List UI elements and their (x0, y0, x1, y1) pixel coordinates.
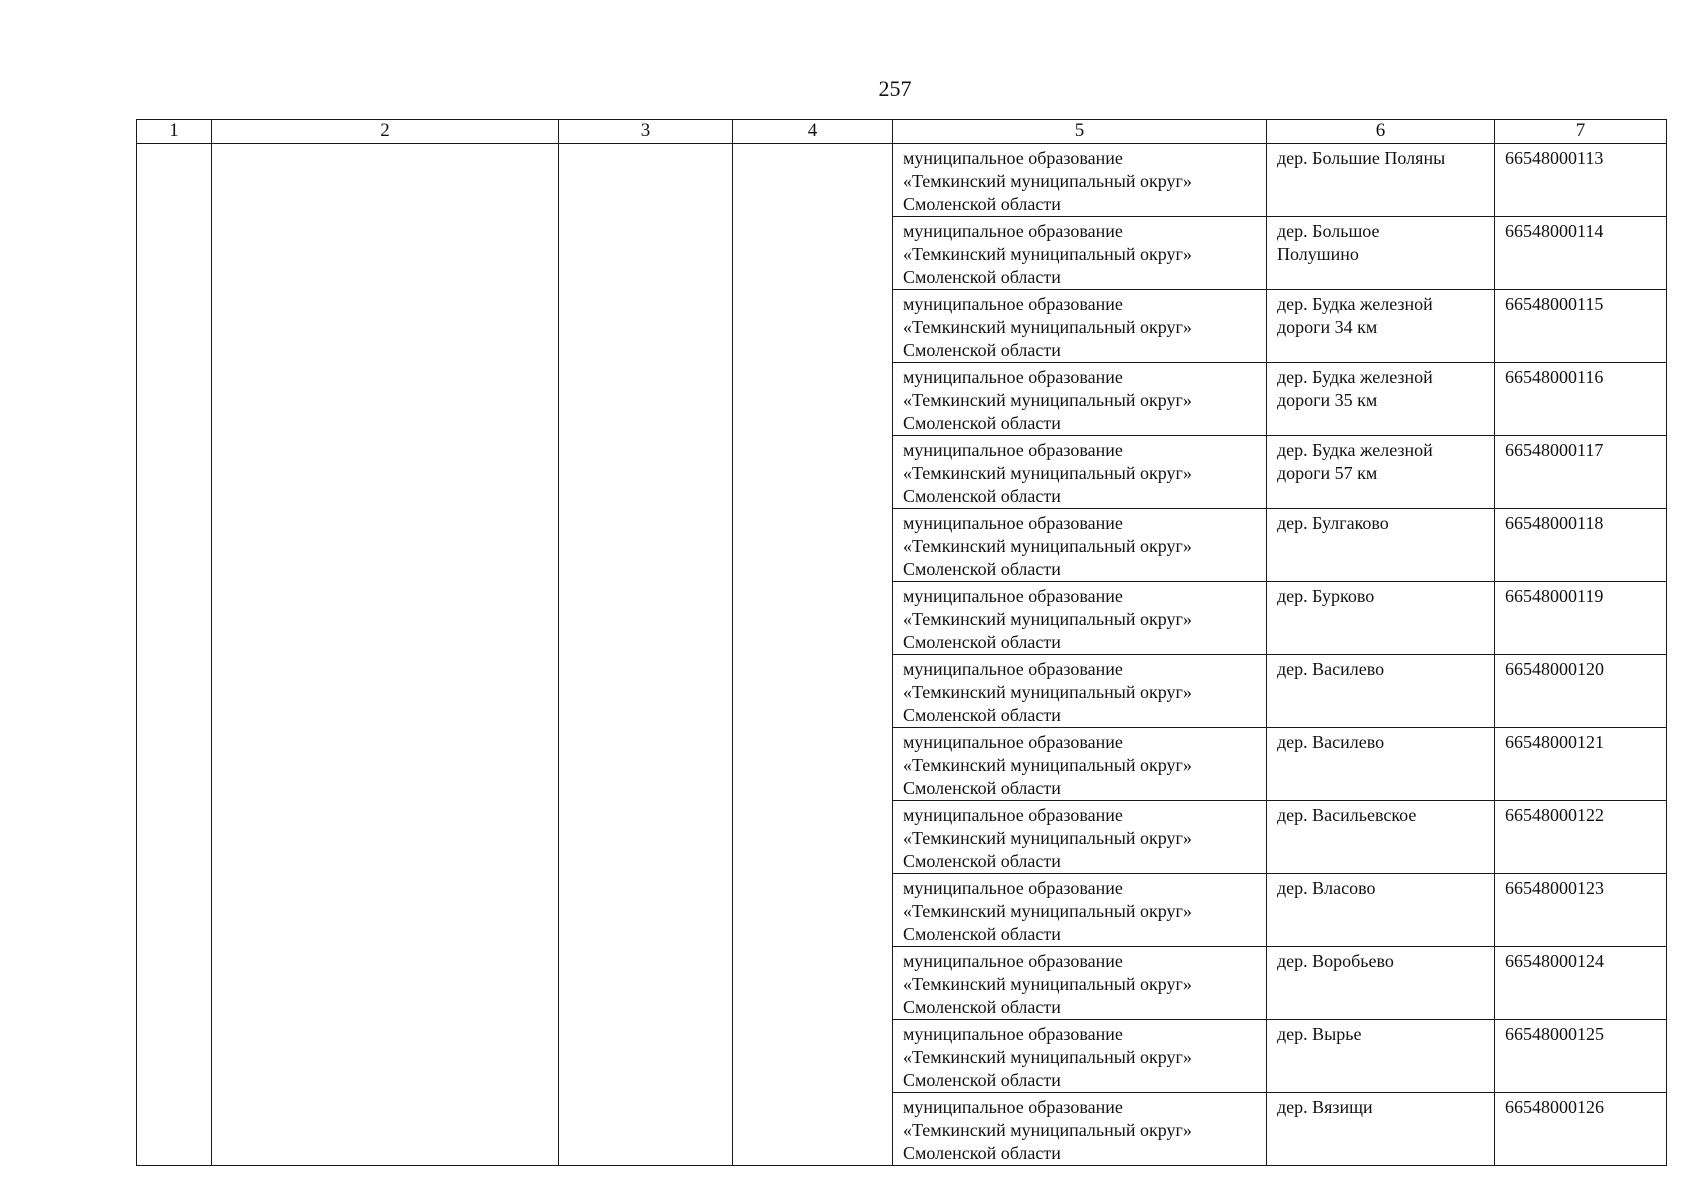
settlement-line: дер. Большое (1277, 221, 1380, 241)
code-value: 66548000124 (1505, 951, 1604, 971)
code-cell (1495, 290, 1667, 363)
settlement-line: дер. Большие Поляны (1277, 148, 1446, 168)
code-cell (1495, 509, 1667, 582)
settlement-cell (1267, 1020, 1495, 1093)
code-value: 66548000113 (1505, 148, 1604, 168)
settlement-line: дер. Будка железной (1277, 367, 1433, 387)
page-number: 257 (878, 76, 912, 101)
municipality-line: Смоленской области (903, 997, 1061, 1017)
settlement-cell (1267, 874, 1495, 947)
code-value: 66548000116 (1505, 367, 1604, 387)
municipality-line: «Темкинский муниципальный округ» (903, 463, 1192, 483)
code-cell (1495, 582, 1667, 655)
municipality-line: «Темкинский муниципальный округ» (903, 1047, 1192, 1067)
municipality-line: «Темкинский муниципальный округ» (903, 244, 1192, 264)
municipality-line: Смоленской области (903, 851, 1061, 871)
settlement-line: дер. Вырье (1277, 1024, 1362, 1044)
municipality-line: «Темкинский муниципальный округ» (903, 390, 1192, 410)
table-row (137, 144, 1667, 217)
settlement-line: дороги 34 км (1277, 317, 1378, 337)
municipality-line: муниципальное образование (903, 878, 1123, 898)
table-header (137, 120, 1667, 144)
table-body (137, 144, 1667, 1166)
settlement-cell (1267, 582, 1495, 655)
code-cell (1495, 1093, 1667, 1166)
municipality-line: Смоленской области (903, 413, 1061, 433)
municipality-line: Смоленской области (903, 559, 1061, 579)
column-header-6: 6 (1267, 120, 1495, 144)
column-header-4: 4 (733, 120, 893, 144)
code-cell (1495, 144, 1667, 217)
municipality-line: «Темкинский муниципальный округ» (903, 682, 1192, 702)
code-value: 66548000126 (1505, 1097, 1604, 1117)
municipality-line: «Темкинский муниципальный округ» (903, 974, 1192, 994)
code-value: 66548000120 (1505, 659, 1604, 679)
code-value: 66548000123 (1505, 878, 1604, 898)
municipality-line: муниципальное образование (903, 367, 1123, 387)
municipality-cell (893, 582, 1267, 655)
header-row (137, 120, 1667, 144)
municipality-cell (893, 144, 1267, 217)
code-value: 66548000125 (1505, 1024, 1604, 1044)
municipality-cell (893, 1093, 1267, 1166)
code-cell (1495, 947, 1667, 1020)
municipality-line: «Темкинский муниципальный округ» (903, 755, 1192, 775)
settlement-line: дер. Будка железной (1277, 294, 1433, 314)
settlement-cell (1267, 1093, 1495, 1166)
code-cell (1495, 363, 1667, 436)
settlement-cell (1267, 728, 1495, 801)
municipality-cell (893, 947, 1267, 1020)
municipality-line: Смоленской области (903, 267, 1061, 287)
municipality-line: «Темкинский муниципальный округ» (903, 1120, 1192, 1140)
municipality-line: муниципальное образование (903, 805, 1123, 825)
settlement-line: дер. Будка железной (1277, 440, 1433, 460)
municipality-cell (893, 509, 1267, 582)
code-cell (1495, 801, 1667, 874)
municipality-cell (893, 436, 1267, 509)
settlement-cell (1267, 436, 1495, 509)
settlement-cell (1267, 144, 1495, 217)
settlement-cell (1267, 655, 1495, 728)
municipality-line: муниципальное образование (903, 659, 1123, 679)
municipality-line: «Темкинский муниципальный округ» (903, 828, 1192, 848)
municipality-line: Смоленской области (903, 705, 1061, 725)
data-table (136, 119, 1667, 1166)
municipality-line: «Темкинский муниципальный округ» (903, 901, 1192, 921)
settlement-line: дер. Воробьево (1277, 951, 1394, 971)
municipality-line: муниципальное образование (903, 1097, 1123, 1117)
settlement-line: дер. Власово (1277, 878, 1376, 898)
code-cell (1495, 1020, 1667, 1093)
column-header-1: 1 (137, 120, 212, 144)
municipality-line: муниципальное образование (903, 732, 1123, 752)
code-value: 66548000115 (1505, 294, 1604, 314)
municipality-line: Смоленской области (903, 1143, 1061, 1163)
empty-column-4-cell (733, 144, 893, 1166)
settlement-cell (1267, 217, 1495, 290)
code-value: 66548000121 (1505, 732, 1604, 752)
column-header-5: 5 (893, 120, 1267, 144)
column-header-2: 2 (212, 120, 559, 144)
settlement-line: дер. Вязищи (1277, 1097, 1373, 1117)
municipality-line: муниципальное образование (903, 586, 1123, 606)
code-value: 66548000122 (1505, 805, 1604, 825)
settlement-line: дер. Булгаково (1277, 513, 1389, 533)
municipality-line: муниципальное образование (903, 148, 1123, 168)
code-value: 66548000119 (1505, 586, 1604, 606)
municipality-cell (893, 363, 1267, 436)
column-header-3: 3 (559, 120, 733, 144)
code-cell (1495, 217, 1667, 290)
municipality-cell (893, 874, 1267, 947)
municipality-line: муниципальное образование (903, 951, 1123, 971)
municipality-line: муниципальное образование (903, 294, 1123, 314)
municipality-line: муниципальное образование (903, 221, 1123, 241)
municipality-line: Смоленской области (903, 194, 1061, 214)
code-cell (1495, 655, 1667, 728)
settlement-line: дер. Бурково (1277, 586, 1375, 606)
settlement-cell (1267, 509, 1495, 582)
empty-column-2-cell (212, 144, 559, 1166)
municipality-line: муниципальное образование (903, 440, 1123, 460)
code-cell (1495, 436, 1667, 509)
settlement-line: дер. Василево (1277, 732, 1385, 752)
municipality-cell (893, 1020, 1267, 1093)
municipality-line: «Темкинский муниципальный округ» (903, 317, 1192, 337)
empty-column-3-cell (559, 144, 733, 1166)
column-header-7: 7 (1495, 120, 1667, 144)
municipality-cell (893, 728, 1267, 801)
municipality-line: муниципальное образование (903, 513, 1123, 533)
settlement-line: дер. Васильевское (1277, 805, 1417, 825)
municipality-cell (893, 801, 1267, 874)
settlement-cell (1267, 801, 1495, 874)
municipality-line: «Темкинский муниципальный округ» (903, 609, 1192, 629)
settlement-cell (1267, 363, 1495, 436)
settlement-line: Полушино (1277, 244, 1359, 264)
code-value: 66548000114 (1505, 221, 1604, 241)
code-cell (1495, 874, 1667, 947)
municipality-line: «Темкинский муниципальный округ» (903, 536, 1192, 556)
municipality-line: Смоленской области (903, 340, 1061, 360)
code-value: 66548000117 (1505, 440, 1604, 460)
municipality-line: Смоленской области (903, 778, 1061, 798)
settlement-line: дороги 57 км (1277, 463, 1378, 483)
municipality-cell (893, 217, 1267, 290)
settlement-line: дороги 35 км (1277, 390, 1378, 410)
municipality-line: Смоленской области (903, 486, 1061, 506)
municipality-cell (893, 655, 1267, 728)
code-value: 66548000118 (1505, 513, 1604, 533)
empty-column-1-cell (137, 144, 212, 1166)
municipality-cell (893, 290, 1267, 363)
settlement-line: дер. Василево (1277, 659, 1385, 679)
municipality-line: Смоленской области (903, 1070, 1061, 1090)
municipality-line: Смоленской области (903, 924, 1061, 944)
municipality-line: Смоленской области (903, 632, 1061, 652)
code-cell (1495, 728, 1667, 801)
settlement-cell (1267, 290, 1495, 363)
settlement-cell (1267, 947, 1495, 1020)
municipality-line: «Темкинский муниципальный округ» (903, 171, 1192, 191)
municipality-line: муниципальное образование (903, 1024, 1123, 1044)
